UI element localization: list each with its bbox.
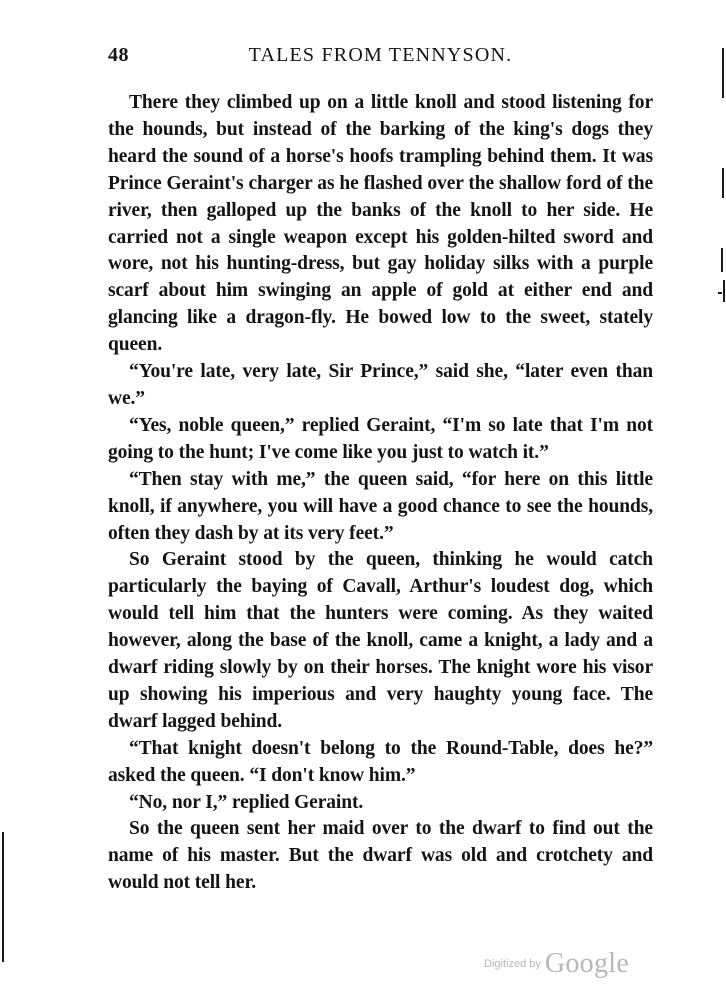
scan-edge-mark (2, 832, 4, 962)
scan-edge-mark (723, 280, 725, 302)
paragraph-2: “You're late, very late, Sir Prince,” said she, “later even than we.” (108, 361, 653, 409)
paragraph-1: There they climbed up on a little knoll and stood listening for the hounds, but instead of the barking of the king's dogs they heard the sound of a horse's hoofs trampling behind them. It was Prince Geraint's charger as he flashed over the shallow ford of the river, then galloped up the banks of the knoll to her side. He carried not a single weapon except his golden-hilted sword and wore, not his hunting-dress, but gay holiday silks with a purple scarf about him swinging an apple of gold at either end and glancing like a dragon-fly. He bowed low to the sweet, stately queen. (108, 92, 653, 356)
book-title: TALES FROM TENNYSON. (248, 44, 513, 66)
paragraph-4: “Then stay with me,” the queen said, “for here on this little knoll, if anywhere, you will have a good chance to see the hounds, often they dash by at its very feet.” (108, 468, 653, 544)
page-number: 48 (108, 44, 129, 66)
paragraph-6: “That knight doesn't belong to the Round-Table, does he?” asked the queen. “I don't know him.” (108, 737, 653, 786)
scan-edge-mark (722, 48, 724, 98)
body-text (108, 90, 653, 897)
watermark-brand: Google (544, 948, 630, 979)
scan-edge-mark (721, 248, 723, 272)
scan-edge-mark (722, 168, 724, 198)
running-head (108, 44, 653, 74)
paragraph-5: So Geraint stood by the queen, thinking he would catch particularly the baying of Cavall, Arthur's loudest dog, which would tell him that the hunters were coming. As they waited however, along the base of the knoll, came a knight, a lady and a dwarf riding slowly by on their horses. The knight wore his visor up showing his imperious and very haughty young face. The dwarf lagged behind. (108, 549, 653, 732)
scan-edge-mark (718, 292, 722, 294)
paragraph-3: “Yes, noble queen,” replied Geraint, “I'm so late that I'm not going to the hunt; I've come like you just to watch it.” (108, 414, 653, 463)
digitized-by-google-watermark (484, 948, 644, 982)
paragraph-8: So the queen sent her maid over to the dwarf to find out the name of his master. But the dwarf was old and crotchety and would not tell her. (108, 818, 653, 894)
watermark-prefix: Digitized by (484, 958, 541, 970)
paragraph-7: “No, nor I,” replied Geraint. (129, 791, 364, 813)
